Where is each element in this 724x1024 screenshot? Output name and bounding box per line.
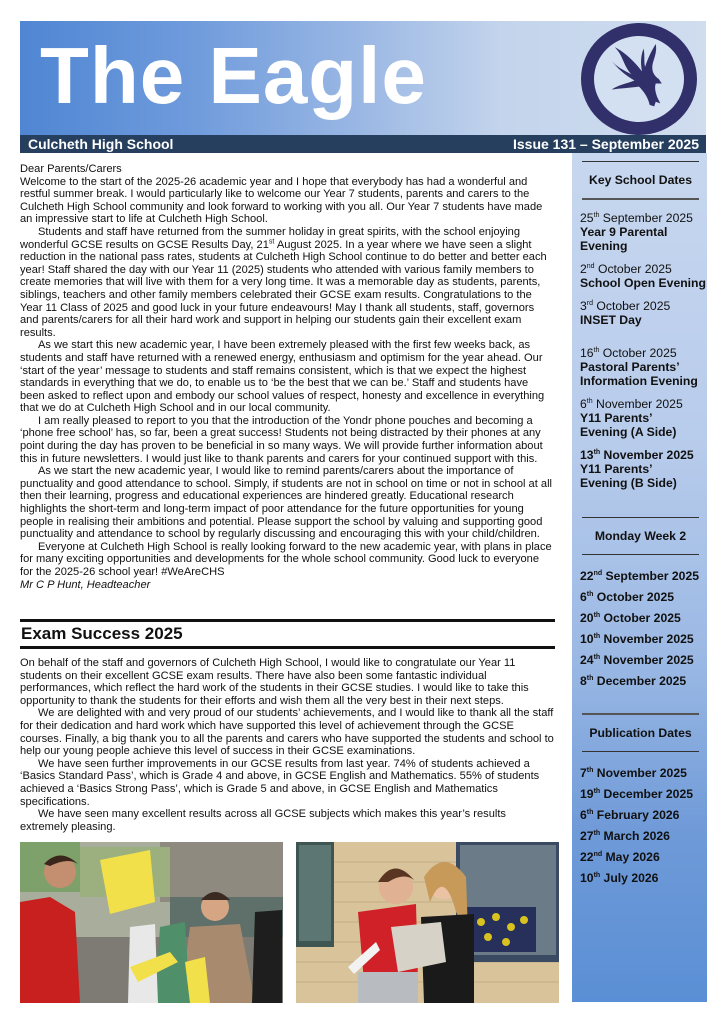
key-date: 2nd October 2025 — [580, 262, 672, 276]
letter-paragraph — [20, 226, 555, 339]
key-date-event: Y11 Parents’ Evening (B Side) — [580, 462, 677, 490]
key-date-event: Year 9 Parental Evening — [580, 225, 668, 253]
letter-paragraph: As we start the new academic year, I would like to remind parents/carers about the importance of punctuality and good attendance to school. Simply, if students are not in school on time or not in school at all then their learning, progress and educational experiences are hindered greatly. Educational research highlights the short-term and long-term impact of poor attendance for the future opportunities for young people in realising their ambitions and potential. Please support the school by valuing and supporting good punctuality and attendance to school by regularly discussing and encouraging this with your child/children. — [20, 465, 552, 541]
key-date-item — [580, 262, 706, 290]
paragraph-text: August 2025. In a year where we have seen a slight reduction in the national pass rates, students at Culcheth High School continue to do better and better each year! Staff shared the day with our Year 11 (2025) students who attended with various family members to create memories that will live with them for a very long time. It was a memorable day as students, parents, siblings, teachers and other family members celebrated their GCSE exam results. Congratulations to the Year 11 Class of 2025 and good luck in your future endeavours! May I thank all students, staff, governors and parents/carers for all their hard work and support in helping our students gain their excellent exam results. — [20, 238, 547, 339]
newsletter-title: The Eagle — [40, 31, 427, 120]
week2-date: 10th November 2025 — [580, 632, 694, 646]
eagle-crest-icon — [581, 23, 697, 135]
key-date-item — [580, 346, 701, 388]
article-paragraph: We have seen further improvements in our GCSE results from last year. 74% of students achieved a ‘Basics Standard Pass’, which is Grade 4 and above, in GCSE English and Mathematics. 55% of students achieved a ‘Basics Strong Pass’, which is Grade 5 and above, in GCSE English and Mathematics specifications. — [20, 757, 540, 808]
key-date: 16th October 2025 — [580, 346, 677, 360]
week2-date: 6th October 2025 — [580, 590, 675, 604]
key-date-item — [580, 397, 701, 439]
masthead-strip — [20, 135, 706, 153]
headteacher-letter — [20, 163, 555, 591]
publication-date: 22nd May 2026 — [580, 850, 660, 864]
publication-date: 10th July 2026 — [580, 871, 659, 885]
article-paragraph: On behalf of the staff and governors of Culcheth High School, I would like to congratulate our Year 11 students on their excellent GCSE exam results. There have also been some fantastic individual performances, which reflect the hard work of the students in their GCSE studies. I would like to take this opportunity to thank the students for their efforts and wish them all the very best in their next steps. — [20, 657, 529, 707]
eagle-icon — [601, 41, 677, 117]
key-date-event: Pastoral Parents’ Information Evening — [580, 360, 698, 388]
photo-image — [20, 842, 283, 1003]
ordinal-suffix: st — [268, 237, 275, 245]
monday-week2-heading: Monday Week 2 — [594, 529, 687, 543]
key-date-item — [580, 211, 701, 253]
paragraph-text: Students and staff have returned from the summer holiday in great spirits, with the school enjoying wonderful GCSE results on GCSE Results Day, 21 — [20, 225, 521, 251]
letter-paragraph: Welcome to the start of the 2025-26 academic year and I hope that everybody has had a wonderful and restful summer break. I would particularly like to welcome our Year 7 students, parents and carers to the Culcheth High School community and look forward to working with you all. Our Year 7 students have made an impressive start to life at Culcheth High School. — [20, 175, 543, 226]
key-date-item — [580, 448, 701, 490]
letter-paragraph: I am really pleased to report to you that the introduction of the Yondr phone pouches and becoming a ‘phone free school’ has, so far, been a great success! Students not being distracted by their phones at any point during the day has proven to be beneficial in so many ways. We will provide further information about this in future newsletters. I would just like to thank parents and carers for your continued support with this. — [20, 414, 543, 465]
photo-students-celebrating — [20, 842, 283, 1003]
week2-date: 20th October 2025 — [580, 611, 681, 625]
week2-date: 24th November 2025 — [580, 653, 694, 667]
key-date: 25th September 2025 — [580, 211, 693, 225]
letter-paragraph: As we start this new academic year, I have been extremely pleased with the first few weeks back, as students and staff have returned with a renewed energy, enthusiasm and optimism for the year ahead. Our ‘start of the year’ message to students and staff remains consistent, which is that we expect the highest standards in everything that we do, to enable us to ‘be the best that we can be.’ Staff and students have been asked to reflect upon and embody our school values of respect, honesty and excellence in everything that we do at Culcheth High School and in our local community. — [20, 339, 545, 415]
publication-date: 19th December 2025 — [580, 787, 693, 801]
key-date: 3rd October 2025 — [580, 299, 671, 313]
key-date-item — [580, 299, 701, 327]
school-name: Culcheth High School — [28, 136, 174, 152]
letter-signature: Mr C P Hunt, Headteacher — [20, 578, 151, 591]
key-date: 13th November 2025 — [580, 448, 694, 462]
key-date-event: INSET Day — [580, 313, 642, 327]
masthead-banner — [20, 21, 706, 135]
publication-dates-heading: Publication Dates — [589, 726, 692, 740]
key-date: 6th November 2025 — [580, 397, 683, 411]
letter-paragraph: Everyone at Culcheth High School is really looking forward to the new academic year, with plans in place for many exciting opportunities and developments for the whole school community. Good luck to everyone for the 2025-26 school year! #WeAreCHS — [20, 540, 552, 578]
week2-date: 22nd September 2025 — [580, 569, 700, 583]
photo-students-reading-results — [296, 842, 559, 1003]
publication-date: 6th February 2026 — [580, 808, 680, 822]
photo-image — [296, 842, 559, 1003]
section-heading-exam-success: Exam Success 2025 — [20, 619, 555, 649]
sidebar-dates — [572, 153, 707, 1002]
key-date-event: School Open Evening — [580, 276, 706, 290]
key-date-event: Y11 Parents’ Evening (A Side) — [580, 411, 677, 439]
article-paragraph: We have seen many excellent results across all GCSE subjects which makes this year’s results extremely pleasing. — [20, 808, 506, 833]
issue-label: Issue 131 – September 2025 — [512, 136, 699, 152]
key-dates-heading: Key School Dates — [589, 173, 692, 187]
exam-success-article — [20, 657, 555, 833]
article-paragraph: We are delighted with and very proud of our students’ achievements, and I would like to thank all the staff for their dedication and hard work which have supported this level of achievement through the GCSE courses. Finally, a big thank you to all the parents and carers who have supported the students and school to help our young people achieve this level of success in their GCSE examinations. — [20, 707, 554, 758]
publication-date: 7th November 2025 — [580, 766, 687, 780]
week2-date: 8th December 2025 — [580, 674, 687, 688]
letter-salutation: Dear Parents/Carers — [20, 163, 122, 175]
publication-date: 27th March 2026 — [580, 829, 670, 843]
